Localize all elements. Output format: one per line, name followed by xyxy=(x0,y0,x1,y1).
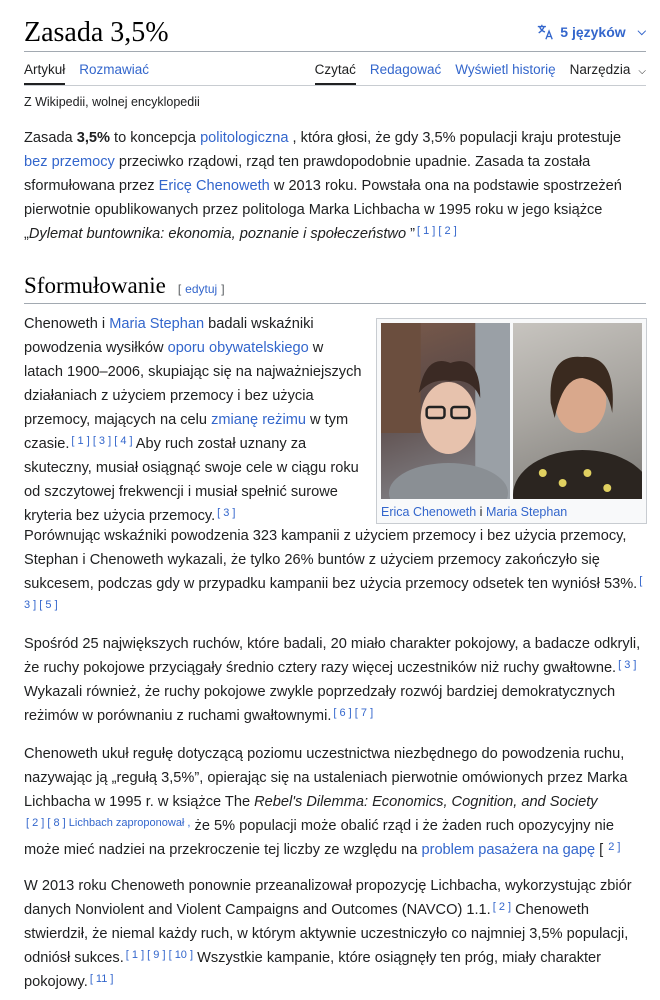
book-title: Dylemat buntownika: ekonomia, poznanie i społeczeństwo xyxy=(28,226,407,242)
citation-refs[interactable]: [ 1 ] [ 2 ] xyxy=(417,225,457,237)
citation-refs[interactable]: [ 1 ] [ 9 ] [ 10 ] xyxy=(125,949,194,961)
text: , która głosi, że gdy 3,5% populacji kraju protestuje xyxy=(288,130,622,146)
portrait-image xyxy=(381,323,510,499)
citation-refs[interactable]: [ 3 ] [ 5 ] xyxy=(24,575,643,611)
bracket: ] xyxy=(221,281,225,296)
translate-icon xyxy=(536,23,554,41)
text: Wykazali również, że ruchy pokojowe zwykle poprzedzały rozwój bardziej demokratycznych reżimów w porównaniu z ruchami gwałtownymi. xyxy=(24,684,616,724)
page-tabs xyxy=(24,56,646,86)
text: że 5% populacji może obalić rząd i że żaden ruch opozycyjny nie może mieć nadziei na przekroczenie tej liczby ze względu na xyxy=(24,818,614,858)
book-title: Rebel's Dilemma: Economics, Cognition, and Society xyxy=(254,794,598,810)
tools-menu[interactable] xyxy=(570,56,646,85)
bold-text: 3,5% xyxy=(76,130,110,146)
link-opor-obywatelski[interactable]: oporu obywatelskiego xyxy=(167,340,309,356)
citation-refs[interactable]: 2 ] xyxy=(605,841,621,853)
photo-maria-stephan[interactable] xyxy=(513,323,642,499)
paragraph-comparison xyxy=(24,524,646,620)
languages-label: 5 języków xyxy=(560,24,626,40)
tab-article[interactable]: Artykuł xyxy=(24,56,65,85)
citation-refs[interactable]: [ 2 ] xyxy=(492,901,512,913)
citation-refs[interactable]: [ 11 ] xyxy=(89,973,114,985)
text: Chenoweth i xyxy=(24,316,110,332)
figure-caption xyxy=(381,505,642,519)
intro-paragraph xyxy=(24,126,646,246)
chevron-down-icon: ⌵ xyxy=(638,66,646,77)
link-maria-stephan[interactable]: Maria Stephan xyxy=(109,316,205,332)
citation-refs[interactable]: [ 2 ] [ 8 ] Lichbach zaproponował , xyxy=(26,817,191,829)
citation-refs[interactable]: [ 3 ] xyxy=(217,507,236,519)
text: przeciwko rządowi, rząd ten prawdopodobnie upadnie. Zasada ta została sformułowana przez xyxy=(24,154,591,194)
text: w latach 1900–2006, skupiając się na najważniejszych działaniach z użyciem przemocy i bez użycia przemocy, mających na celu xyxy=(24,340,362,428)
languages-button[interactable] xyxy=(536,23,646,41)
link-erica-chenoweth[interactable]: Ericę Chenoweth xyxy=(158,178,270,194)
caption-link-erica[interactable]: Erica Chenoweth xyxy=(381,505,477,519)
text: Zasada xyxy=(24,130,77,146)
section-heading: Sformułowanie xyxy=(24,272,166,298)
text: Chenoweth stwierdził, że niemal każdy ruch, w którym aktywnie uczestniczyło co najmniej 3,5% populacji, odniósł sukces. xyxy=(24,902,629,966)
citation-refs[interactable]: [ 6 ] [ 7 ] xyxy=(333,707,374,719)
link-free-rider-problem[interactable]: problem pasażera na gapę xyxy=(421,842,596,858)
title-row xyxy=(24,14,646,52)
link-politologiczna[interactable]: politologiczna xyxy=(200,130,289,146)
text: [ xyxy=(595,842,604,858)
tab-edit[interactable]: Redagować xyxy=(369,62,442,77)
text: Porównując wskaźniki powodzenia 323 kampanii z użyciem przemocy i bez użycia przemocy, Stephan i Chenoweth wykazali, że tylko 26% buntów z użyciem przemocy zakończyło się sukcesem, podczas gdy w przypadku kampanii bez użycia przemocy odsetek ten wyniósł 53%. xyxy=(24,528,638,592)
tab-talk[interactable]: Rozmawiać xyxy=(79,62,150,77)
bracket: [ xyxy=(177,281,182,296)
text: W 2013 roku Chenoweth ponownie przeanalizował propozycję Lichbacha, wykorzystując zbiór danych Nonviolent and Violent Campaigns and Outcomes (NAVCO) 1.1. xyxy=(24,878,632,918)
caption-link-maria[interactable]: Maria Stephan xyxy=(485,505,568,519)
edit-section-link[interactable]: edytuj xyxy=(185,281,218,296)
paragraph-formulation xyxy=(24,312,364,528)
text: Chenoweth ukuł regułę dotyczącą poziomu uczestnictwa niezbędnego do powodzenia ruchu, nazywając ją „regułą 3,5%”, opierając się na ustaleniach pierwotnie omówionych przez Marka Lichbacha w 1995 r. w książce The xyxy=(24,746,628,810)
photo-erica-chenoweth[interactable] xyxy=(381,323,510,499)
chevron-down-icon: ⌵ xyxy=(637,25,646,38)
text: i xyxy=(476,505,486,519)
figure xyxy=(376,318,647,524)
text: to koncepcja xyxy=(110,130,201,146)
paragraph-rule xyxy=(24,742,646,862)
text: Spośród 25 największych ruchów, które badali, 20 miało charakter pokojowy, a badacze odkryli, że ruchy pokojowe przyciągały średnio cztery razy więcej uczestników niż ruchy gwałtowne. xyxy=(24,636,641,676)
text: w tym czasie. xyxy=(24,412,349,452)
text: w 2013 roku. Powstała ona na podstawie spostrzeżeń pierwotnie opublikowanych przez politologa Marka Lichbacha w 1995 roku w jego książce „ xyxy=(24,178,622,242)
edit-section xyxy=(178,282,225,296)
site-tagline: Z Wikipedii, wolnej encyklopedii xyxy=(24,95,200,109)
page-title: Zasada 3,5% xyxy=(24,17,169,48)
citation-refs[interactable]: [ 3 ] xyxy=(618,659,637,671)
citation-refs[interactable]: [ 1 ] [ 3 ] [ 4 ] xyxy=(71,435,133,447)
text: badali wskaźniki powodzenia wysiłków xyxy=(24,316,314,356)
section-heading-row xyxy=(24,268,646,304)
portrait-image xyxy=(513,323,642,499)
link-bez-przemocy[interactable]: bez przemocy xyxy=(24,154,115,170)
tab-read[interactable]: Czytać xyxy=(315,56,356,85)
tab-history[interactable]: Wyświetl historię xyxy=(455,62,556,77)
text: Aby ruch został uznany za skuteczny, musiał osiągnąć swoje cele w ciągu roku od szczytowej frekwencji i musiał spełnić surowe kryteria bez użycia przemocy. xyxy=(24,436,359,524)
link-zmiana-rezimu[interactable]: zmianę reżimu xyxy=(211,412,306,428)
paragraph-reanalysis xyxy=(24,874,646,994)
paragraph-movements xyxy=(24,632,646,728)
tools-label: Narzędzia xyxy=(569,62,631,77)
text: Wszystkie kampanie, które osiągnęły ten próg, miały charakter pokojowy. xyxy=(24,950,602,990)
text: ” xyxy=(406,226,416,242)
